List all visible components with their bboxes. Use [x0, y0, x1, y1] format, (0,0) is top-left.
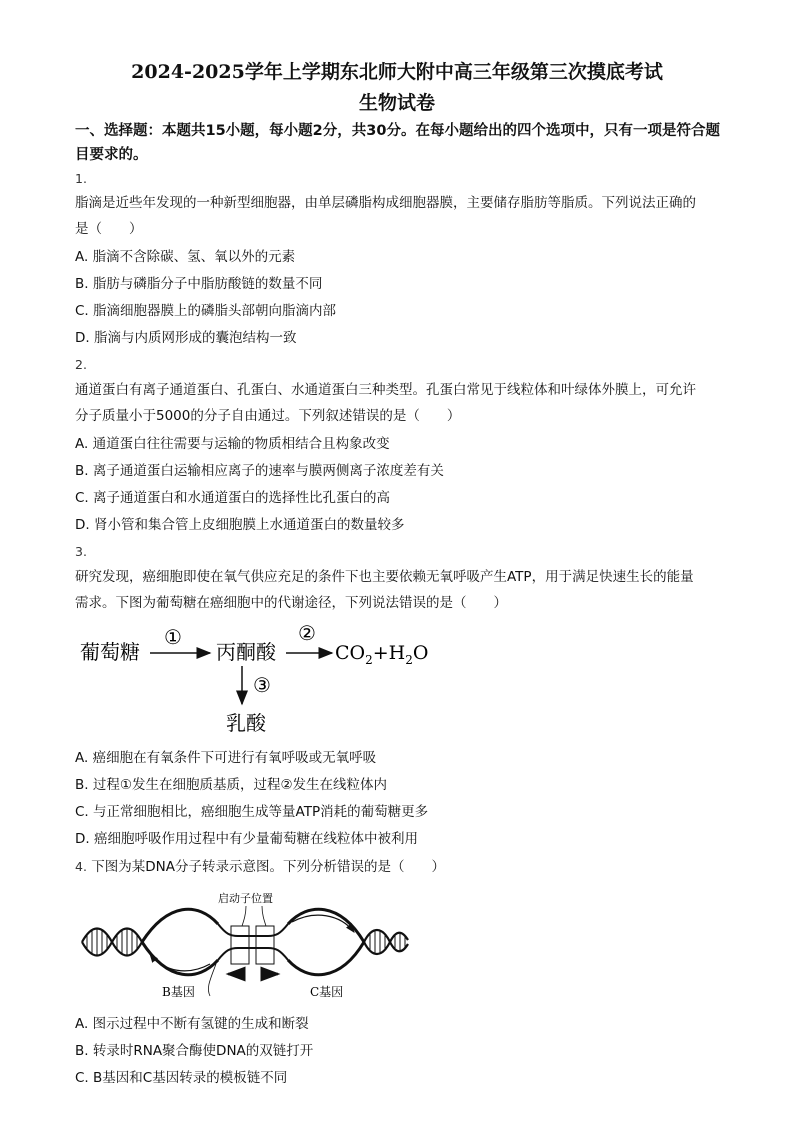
exam-title: 2024-2025学年上学期东北师大附中高三年级第三次摸底考试	[131, 61, 663, 83]
gene-c-label: C基因	[310, 985, 344, 999]
option-a: A. 癌细胞在有氧条件下可进行有氧呼吸或无氧呼吸	[75, 750, 377, 766]
option-d: D. 肾小管和集合管上皮细胞膜上水通道蛋白的数量较多	[75, 517, 405, 533]
subject-title: 生物试卷	[358, 92, 435, 114]
question-stem-line: 脂滴是近些年发现的一种新型细胞器，由单层磷脂构成细胞器膜，主要储存脂肪等脂质。下列说法正确的	[75, 195, 696, 211]
step-1-label: ①	[164, 625, 182, 649]
rna-transcript	[150, 954, 210, 971]
question-stem-line: 通道蛋白有离子通道蛋白、孔蛋白、水通道蛋白三种类型。孔蛋白常见于线粒体和叶绿体外膜上，可允许	[75, 382, 696, 398]
water-o: O	[412, 642, 429, 664]
option-a: A. 脂滴不含除碳、氢、氧以外的元素	[75, 249, 296, 265]
question-stem-line: 需求。下图为葡萄糖在癌细胞中的代谢途径，下列说法错误的是（ ）	[75, 595, 507, 611]
question-number: 2.	[75, 357, 87, 372]
dna-transcription-diagram	[78, 884, 418, 1004]
option-d: D. 癌细胞呼吸作用过程中有少量葡萄糖在线粒体中被利用	[75, 831, 418, 847]
question-number: 3.	[75, 544, 87, 559]
svg-text:CO2+H2O	[335, 642, 428, 667]
dna-strand-lower	[288, 942, 364, 975]
option-c: C. 离子通道蛋白和水通道蛋白的选择性比孔蛋白的高	[75, 490, 391, 506]
option-b: B. 脂肪与磷脂分子中脂肪酸链的数量不同	[75, 276, 323, 292]
option-a: A. 通道蛋白往往需要与运输的物质相结合且构象改变	[75, 436, 390, 452]
step-3-label: ③	[253, 673, 271, 697]
glucose-label: 葡萄糖	[80, 640, 140, 664]
dna-strand-upper	[288, 909, 364, 942]
co2-subscript: 2	[365, 653, 373, 667]
promoter-label: 启动子位置	[218, 892, 273, 905]
metabolic-pathway-diagram	[70, 618, 430, 742]
dna-strand-upper	[142, 909, 218, 942]
water-subscript: 2	[405, 653, 413, 667]
promoter-box-right	[256, 926, 274, 964]
question-stem-line: 下图为某DNA分子转录示意图。下列分析错误的是（ ）	[91, 859, 445, 875]
gene-b-label: B基因	[162, 985, 195, 999]
question-number: 1.	[75, 171, 87, 186]
section-heading: 一、选择题：本题共15小题，每小题2分，共30分。在每小题给出的四个选项中，只有一项是符合题目要求的。	[75, 123, 720, 163]
option-c: C. 脂滴细胞器膜上的磷脂头部朝向脂滴内部	[75, 303, 337, 319]
question-number: 4.	[75, 859, 87, 874]
option-b: B. 转录时RNA聚合酶使DNA的双链打开	[75, 1043, 314, 1059]
water-label: +H	[372, 642, 406, 664]
co2-label: CO	[335, 642, 366, 664]
option-a: A. 图示过程中不断有氢键的生成和断裂	[75, 1016, 309, 1032]
dna-strand	[218, 924, 288, 936]
dna-strand	[218, 948, 288, 960]
promoter-pointer	[242, 906, 246, 926]
option-b: B. 过程①发生在细胞质基质，过程②发生在线粒体内	[75, 777, 388, 793]
pyruvate-label: 丙酮酸	[216, 640, 276, 664]
step-2-label: ②	[298, 621, 316, 645]
option-c: C. B基因和C基因转录的模板链不同	[75, 1070, 288, 1086]
dna-strand	[82, 929, 142, 956]
promoter-pointer	[262, 906, 266, 926]
question-stem-line: 分子质量小于5000的分子自由通过。下列叙述错误的是（ ）	[75, 408, 461, 424]
option-d: D. 脂滴与内质网形成的囊泡结构一致	[75, 330, 297, 346]
promoter-box-left	[231, 926, 249, 964]
option-b: B. 离子通道蛋白运输相应离子的速率与膜两侧离子浓度差有关	[75, 463, 444, 479]
question-stem-line: 研究发现，癌细胞即使在氧气供应充足的条件下也主要依赖无氧呼吸产生ATP，用于满足快速生长的能量	[75, 569, 694, 585]
option-c: C. 与正常细胞相比，癌细胞生成等量ATP消耗的葡萄糖更多	[75, 804, 429, 820]
question-stem-line: 是（ ）	[75, 221, 143, 237]
lactate-label: 乳酸	[226, 711, 266, 735]
